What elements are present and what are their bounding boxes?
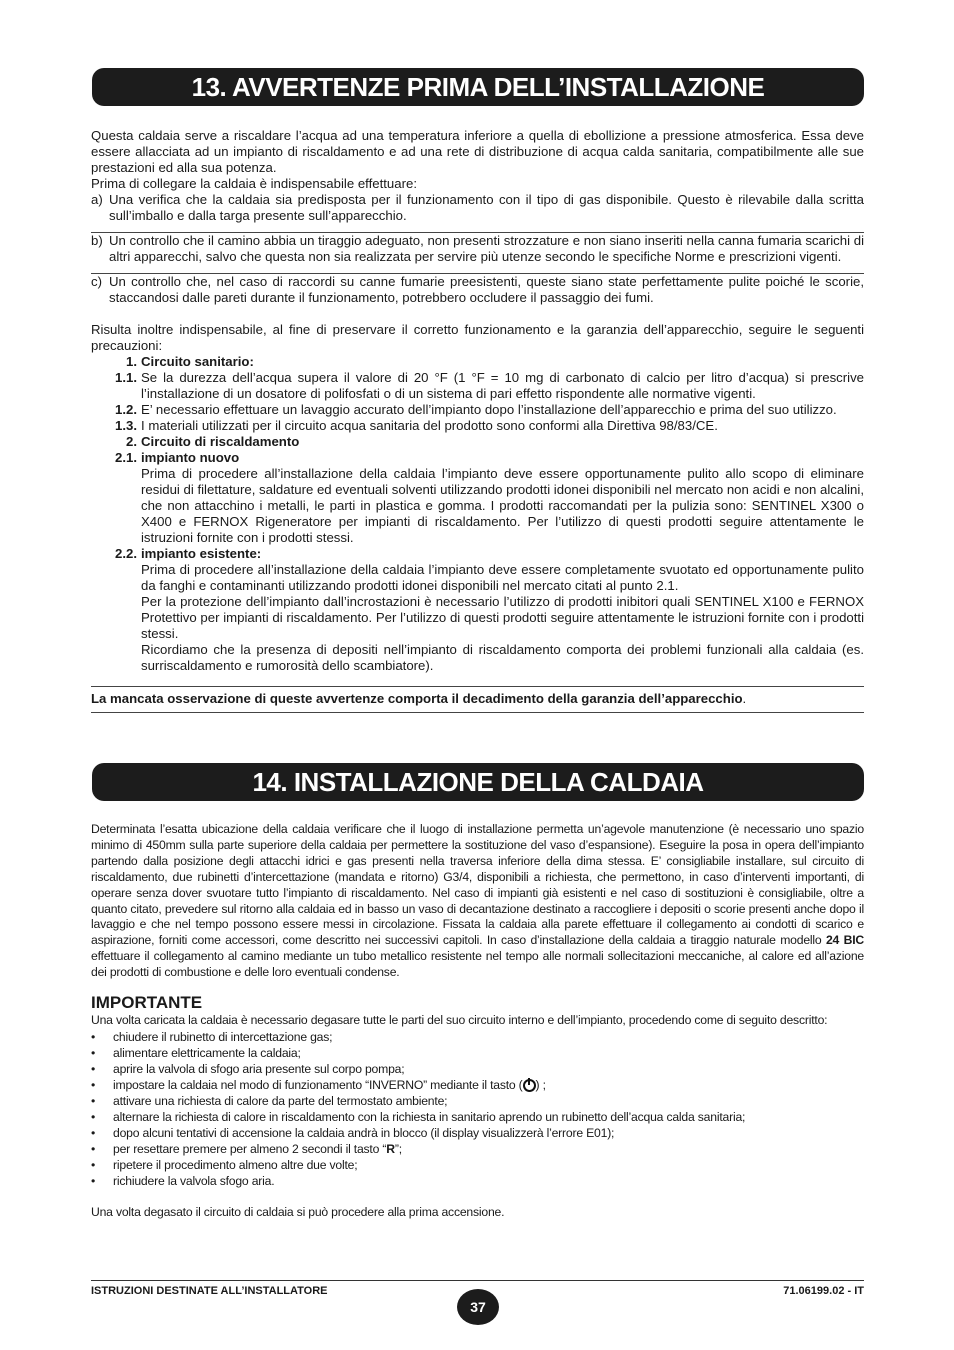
precaution-2-2-text-a: Prima di procedere all’installazione della caldaia l’impianto deve essere completamente svuotato ed opportunamente pulito da fanghi e contaminanti utilizzando prodotti idonei disponibili nel mercato citati al punto 2.1. xyxy=(141,562,864,593)
number: 1.3. xyxy=(115,418,137,433)
number: 2. xyxy=(126,434,137,449)
warning-text: La mancata osservazione di queste avvertenze comporta il decadimento della garanzia dell’apparecchio xyxy=(91,691,743,706)
check-item-b xyxy=(91,232,864,265)
bullet-text: alternare la richiesta di calore in riscaldamento con la richiesta in sanitario aprendo un rubinetto dell’acqua calda sanitaria; xyxy=(113,1109,746,1124)
list-item xyxy=(91,1173,864,1189)
section-14-body xyxy=(91,822,864,1221)
list-item xyxy=(91,1157,864,1173)
number: 1.2. xyxy=(115,402,137,417)
important-intro: Una volta caricata la caldaia è necessario degasare tutte le parti del suo circuito interno e dell’impianto, procedendo come di seguito descritto: xyxy=(91,1013,828,1028)
item-marker: a) xyxy=(91,192,103,207)
bullet: • xyxy=(91,1141,96,1156)
footer-left-text: ISTRUZIONI DESTINATE ALL’INSTALLATORE xyxy=(91,1285,328,1297)
bullet-text: ripetere il procedimento almeno altre due volte; xyxy=(113,1157,358,1172)
section-13-body xyxy=(91,128,864,713)
item-marker: c) xyxy=(91,274,102,289)
check-item-c xyxy=(91,273,864,306)
precaution-2-2-text-b: Per la protezione dell’impianto dall’incrostazioni è necessario l’utilizzo di prodotti inibitori quali SENTINEL X100 e FERNOX Protettivo per impianti di riscaldamento. Per l’utilizzo di questi prodotti seguire attentamente le istruzioni fornite con i prodotti stessi. xyxy=(141,594,864,641)
precaution-2-1-text: Prima di procedere all’installazione della caldaia l’impianto deve essere opportunamente pulito allo scopo di eliminare residui di filettature, saldature ed eventuali solventi utilizzando prodotti idonei disponibili nel mercato non acidi e non alcalini, che non attacchino i metalli, le parti in plastica e gomma. I prodotti raccomandati per la pulizia sono: SENTINEL X300 o X400 e FERNOX Rigeneratore per impianti di riscaldamento. Per l’utilizzo di questi prodotti seguire attentamente le istruzioni fornite con i prodotti stessi. xyxy=(141,466,864,545)
precaution-2 xyxy=(91,434,864,450)
installation-text-b: effettuare il collegamento al camino mediante un tubo metallico resistente nel tempo alle normali sollecitazioni meccaniche, al calore ed all’azione dei prodotti di combustione e delle loro eventuali condense. xyxy=(91,949,864,980)
installation-paragraph xyxy=(91,822,864,981)
number: 2.1. xyxy=(115,450,137,465)
closing-paragraph: Una volta degasato il circuito di caldaia si può procedere alla prima accensione. xyxy=(91,1204,505,1219)
item-text: Un controllo che il camino abbia un tiraggio adeguato, non presenti strozzature e non siano inseriti nella canna fumaria scarichi di altri apparecchi, salvo che questa non sia realizzata per servire più utenze secondo le specifiche Norme e prescrizioni vigenti. xyxy=(109,233,864,264)
precaution-2-2-text-c: Ricordiamo che la presenza di depositi nell’impianto di riscaldamento comporta dei problemi funzionali alla caldaia (es. surriscaldamento e rumorosità dello scambiatore). xyxy=(141,642,864,673)
bullet: • xyxy=(91,1125,96,1140)
bullet: • xyxy=(91,1045,96,1060)
bullet-text: impostare la caldaia nel modo di funzionamento “INVERNO” mediante il tasto ( xyxy=(113,1077,523,1092)
bullet-text: richiudere la valvola sfogo aria. xyxy=(113,1173,275,1188)
reset-key-label: R xyxy=(386,1141,395,1156)
heading: Circuito di riscaldamento xyxy=(141,434,300,449)
list-item xyxy=(91,1061,864,1077)
bullet-text-end: ) ; xyxy=(535,1077,546,1092)
text: I materiali utilizzati per il circuito acqua sanitaria del prodotto sono conformi alla Direttiva 98/83/CE. xyxy=(141,418,718,433)
intro-paragraph: Questa caldaia serve a riscaldare l’acqua ad una temperatura inferiore a quella di ebollizione a pressione atmosferica. Essa deve essere allacciata ad un impianto di riscaldamento e ad una rete di distribuzione di acqua calda sanitaria, compatibilmente alle sue prestazioni ed alla sua potenza. xyxy=(91,128,864,175)
page-footer xyxy=(91,1280,864,1297)
heading: Circuito sanitario: xyxy=(141,354,254,369)
list-item xyxy=(91,1109,864,1125)
list-item xyxy=(91,1029,864,1045)
warning-box xyxy=(91,686,864,713)
precaution-2-2 xyxy=(91,546,864,562)
list-item xyxy=(91,1045,864,1061)
precautions-intro: Risulta inoltre indispensabile, al fine di preservare il corretto funzionamento e la garanzia dell’apparecchio, seguire le seguenti precauzioni: xyxy=(91,322,864,353)
section-13-title: 13. AVVERTENZE PRIMA DELL’INSTALLAZIONE xyxy=(92,68,864,106)
text: E’ necessario effettuare un lavaggio accurato dell’impianto dopo l’installazione dell’apparecchio e prima del suo utilizzo. xyxy=(141,402,837,417)
power-button-icon xyxy=(523,1079,536,1092)
installation-text-a: Determinata l’esatta ubicazione della caldaia verificare che il luogo di installazione permetta un’agevole manutenzione (è necessario uno spazio minimo di 450mm sulla parte superiore della caldaia per permettere la sostituzione del vaso d’espansione). Eseguire la posa in opera dell’impianto partendo dalla posizione degli attacchi idrici e gas presenti nella traversa inferiore della dima stessa. E’ consigliabile installare, sul circuito di riscaldamento, due rubinetti d’intercettazione (mandata e ritorno) G3/4, disponibili a richiesta, che permettono, in caso d’interventi importanti, di operare senza dover svuotare tutto l’impianto di riscaldamento. Nel caso di impianti già esistenti e nel caso di sostituzioni è consigliabile, oltre a quanto citato, prevedere sul ritorno alla caldaia ed in basso un vaso di decantazione destinato a raccogliere i depositi o scorie presenti anche dopo il lavaggio e che nel tempo possono essere messi in circolazione. Fissata la caldaia alla parete effettuare il collegamento ai condotti di scarico e aspirazione, forniti come accessori, come descritto nei successivi capitoli. In caso d’installazione della caldaia a tiraggio naturale modello xyxy=(91,822,864,948)
precaution-1-2 xyxy=(91,402,864,418)
important-heading: IMPORTANTE xyxy=(91,993,203,1013)
text: Se la durezza dell’acqua supera il valore di 20 °F (1 °F = 10 mg di carbonato di calcio per litro d’acqua) si prescrive l’installazione di un dosatore di polifosfati o di un sistema di pari effetto rispondente alle normative vigenti. xyxy=(141,370,864,401)
bullet-text: attivare una richiesta di calore da parte del termostato ambiente; xyxy=(113,1093,448,1108)
bullet-text: per resettare premere per almeno 2 secondi il tasto “ xyxy=(113,1141,387,1156)
page-number: 37 xyxy=(457,1289,499,1325)
list-item xyxy=(91,1093,864,1109)
bullet-text: alimentare elettricamente la caldaia; xyxy=(113,1045,301,1060)
heading: impianto esistente: xyxy=(141,546,262,561)
bullet-text: chiudere il rubinetto di intercettazione gas; xyxy=(113,1029,333,1044)
bullet: • xyxy=(91,1077,96,1092)
number: 2.2. xyxy=(115,546,137,561)
model-name: 24 BIC xyxy=(825,933,865,948)
bullet: • xyxy=(91,1109,96,1124)
number: 1. xyxy=(126,354,137,369)
precaution-1-1 xyxy=(91,370,864,402)
warning-period: . xyxy=(742,691,747,706)
bullet: • xyxy=(91,1029,96,1044)
before-paragraph: Prima di collegare la caldaia è indispensabile effettuare: xyxy=(91,176,417,191)
list-item xyxy=(91,1141,864,1157)
number: 1.1. xyxy=(115,370,137,385)
bullet: • xyxy=(91,1157,96,1172)
list-item xyxy=(91,1077,864,1093)
heading: impianto nuovo xyxy=(141,450,240,465)
document-code: 71.06199.02 - IT xyxy=(783,1285,864,1297)
item-marker: b) xyxy=(91,233,103,248)
bullet: • xyxy=(91,1061,96,1076)
bullet-text: dopo alcuni tentativi di accensione la caldaia andrà in blocco (il display visualizzerà l’errore E01); xyxy=(113,1125,615,1140)
bullet: • xyxy=(91,1173,96,1188)
bullet-text-end: ”; xyxy=(394,1141,402,1156)
item-text: Un controllo che, nel caso di raccordi su canne fumarie preesistenti, queste siano state perfettamente pulite poiché le scorie, staccandosi dalle pareti durante il funzionamento, potrebbero occludere il passaggio dei fumi. xyxy=(109,274,864,305)
list-item xyxy=(91,1125,864,1141)
section-14-title: 14. INSTALLAZIONE DELLA CALDAIA xyxy=(92,763,864,801)
item-text: Una verifica che la caldaia sia predisposta per il funzionamento con il tipo di gas disponibile. Questo è rilevabile dalla scritta sull’imballo e dalla targa presente sull’apparecchio. xyxy=(109,192,864,223)
bullet: • xyxy=(91,1093,96,1108)
precaution-1-3 xyxy=(91,418,864,434)
check-item-a xyxy=(91,192,864,224)
bullet-text: aprire la valvola di sfogo aria presente sul corpo pompa; xyxy=(113,1061,405,1076)
precaution-1 xyxy=(91,354,864,370)
precaution-2-1 xyxy=(91,450,864,466)
